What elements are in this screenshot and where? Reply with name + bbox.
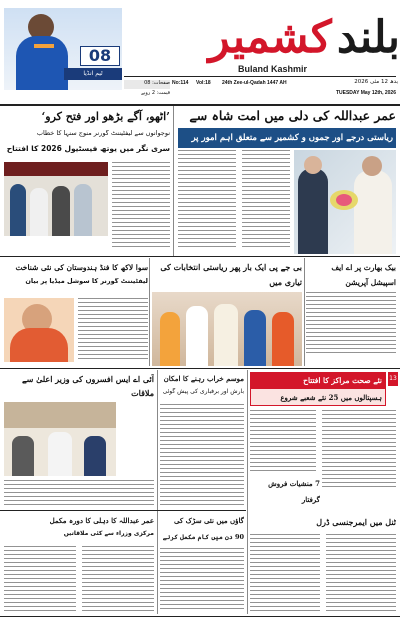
arrest-headline[interactable]: 7 منشیات فروش گرفتار: [268, 479, 320, 504]
mid-center-headline[interactable]: بی جے پی ایک بار پھر ریاستی انتخابات کی تیاری میں: [160, 262, 302, 287]
masthead-pages: صفحات: 08: [124, 80, 170, 89]
red-box[interactable]: [250, 372, 386, 406]
mid-left-body-text: [78, 298, 148, 362]
mid-right-headline[interactable]: بیک بھارت پر اے ایف اسپیشل آپریشن: [331, 263, 396, 287]
red-box-body-text-2: [322, 410, 396, 490]
bottom-left-headline[interactable]: عمر عبداللہ کا دہلی کا دورہ مکمل: [49, 516, 154, 525]
masthead-issue: No:114: [172, 80, 189, 86]
top-left-headline[interactable]: ’اٹھو، آگے بڑھو اور فتح کرو‘: [41, 110, 170, 123]
bottom-center-body-text: [160, 548, 244, 612]
masthead-title-part1: بلند: [336, 12, 400, 63]
mid-right-body-text: [306, 292, 396, 356]
masthead-date-english: TUESDAY May 12th, 2026: [335, 90, 396, 96]
mid-left-headline[interactable]: سوا لاکھ کا فنڈ ہندوستان کی نئی شناخت: [15, 263, 148, 272]
lead-body-text: [242, 150, 290, 248]
bottom-right-body-text-2: [326, 534, 396, 612]
bottom-center-headline[interactable]: گاؤں میں نئی سڑک کی: [174, 516, 244, 525]
lower-left-photo: [4, 402, 116, 476]
masthead-hijri: 24th Zee-ul-Qadah 1447 AH: [222, 80, 287, 86]
top-left-photo: [4, 162, 108, 236]
bottom-right-body-text: [250, 534, 320, 612]
promo-page-number: 08: [80, 46, 120, 66]
lower-center-subheadline: بارش اور برفباری کی پیش گوئی: [162, 388, 244, 395]
top-left-subheadline-1: نوجوانوں سے لیفٹیننٹ گورنر منوج سنہا کا خطاب: [36, 130, 170, 137]
lower-center-body-text: [160, 404, 244, 508]
mid-left-photo: [4, 298, 74, 362]
lower-center-headline[interactable]: موسم خراب رہنے کا امکان: [163, 374, 244, 383]
masthead-english-name: Buland Kashmir: [238, 64, 308, 74]
masthead-title-part2: کشمیر: [208, 12, 332, 63]
lower-left-headline[interactable]: آئی اے ایس افسروں کی وزیر اعلیٰ سے ملاقات: [21, 374, 154, 398]
bottom-left-body-text-2: [82, 546, 154, 612]
masthead: [0, 0, 400, 108]
masthead-price: قیمت: 2 روپے: [141, 90, 170, 96]
sports-promo[interactable]: [4, 8, 122, 90]
lead-body-text-2: [178, 150, 236, 248]
mid-center-photo: [152, 292, 302, 366]
bottom-center-subheadline: 90 دن میں کام مکمل کرنے: [162, 533, 244, 541]
red-box-subheadline: ہسپتالوں میں 25 نئے شعبے شروع: [280, 393, 382, 402]
lower-left-body-text: [4, 480, 154, 508]
section-number: 13: [388, 372, 398, 386]
masthead-title: [190, 10, 400, 70]
masthead-volume: Vol:18: [196, 80, 211, 86]
red-box-body-text: [250, 410, 316, 474]
bottom-left-body-text: [4, 546, 76, 612]
bottom-right-headline[interactable]: ٹنل میں ایمرجنسی ڈرل: [316, 517, 396, 527]
top-left-subheadline-2: سری نگر میں یوتھ فیسٹیول 2026 کا افتتاح: [6, 144, 170, 153]
mid-left-subheadline: لیفٹیننٹ گورنر کا سوشل میڈیا پر بیان: [25, 278, 148, 285]
lead-headline[interactable]: عمر عبداللہ کی دلی میں امت شاہ سے: [189, 108, 396, 123]
promo-caption: ٹیم انڈیا: [64, 68, 122, 80]
bottom-left-subheadline: مرکزی وزراء سے کئی ملاقاتیں: [63, 530, 154, 537]
lead-photo: [294, 150, 396, 254]
masthead-date-urdu: بدھ 12 مئی 2026: [354, 79, 398, 85]
lead-subheadline[interactable]: ریاستی درجے اور جموں و کشمیر سے متعلق اہم امور پر: [178, 128, 396, 148]
top-left-body-text: [112, 162, 170, 248]
red-box-title: نئے صحت مراکز کا افتتاح: [251, 373, 385, 389]
